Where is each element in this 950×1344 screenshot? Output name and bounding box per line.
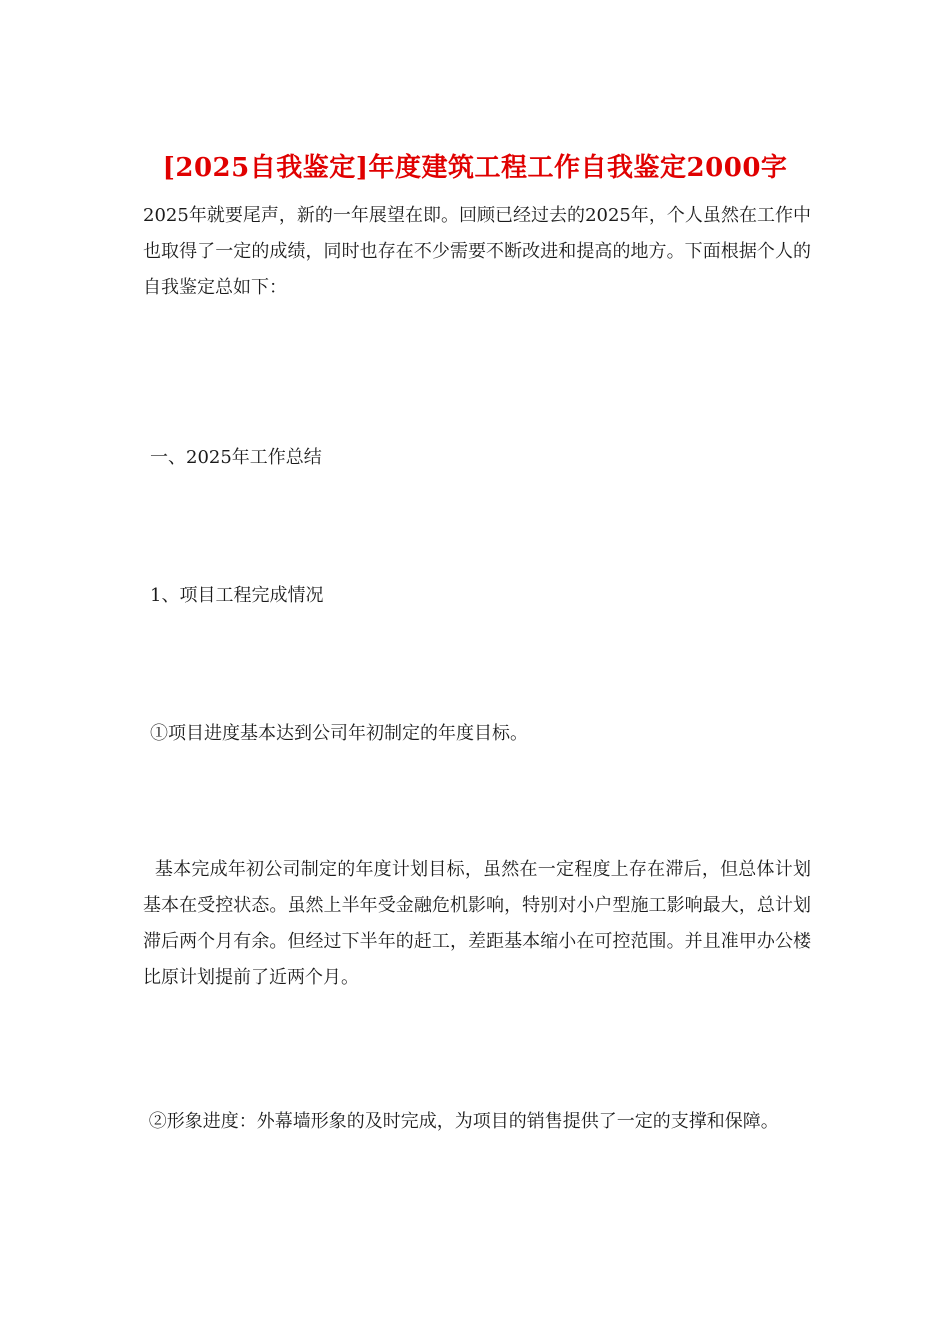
- subsection-heading-project-completion: 1、项目工程完成情况: [150, 585, 324, 606]
- intro-paragraph: 2025年就要尾声，新的一年展望在即。回顾已经过去的2025年，个人虽然在工作中也取得了一定的成绩，同时也存在不少需要不断改进和提高的地方。下面根据个人的自我鉴定总如下：: [143, 205, 811, 298]
- list-item-image-progress: ②形象进度：外幕墙形象的及时完成，为项目的销售提供了一定的支撑和保障。: [143, 1111, 779, 1132]
- section-heading-work-summary: 一、2025年工作总结: [150, 447, 322, 468]
- list-item-progress-target: ①项目进度基本达到公司年初制定的年度目标。: [150, 723, 528, 744]
- document-title: [2025自我鉴定]年度建筑工程工作自我鉴定2000字: [162, 153, 788, 183]
- body-paragraph-annual-plan: 基本完成年初公司制定的年度计划目标，虽然在一定程度上存在滞后，但总体计划基本在受控状态。虽然上半年受金融危机影响，特别对小户型施工影响最大，总计划滞后两个月有余。但经过下半年的赶工，差距基本缩小在可控范围。并且准甲办公楼比原计划提前了近两个月。: [143, 859, 811, 988]
